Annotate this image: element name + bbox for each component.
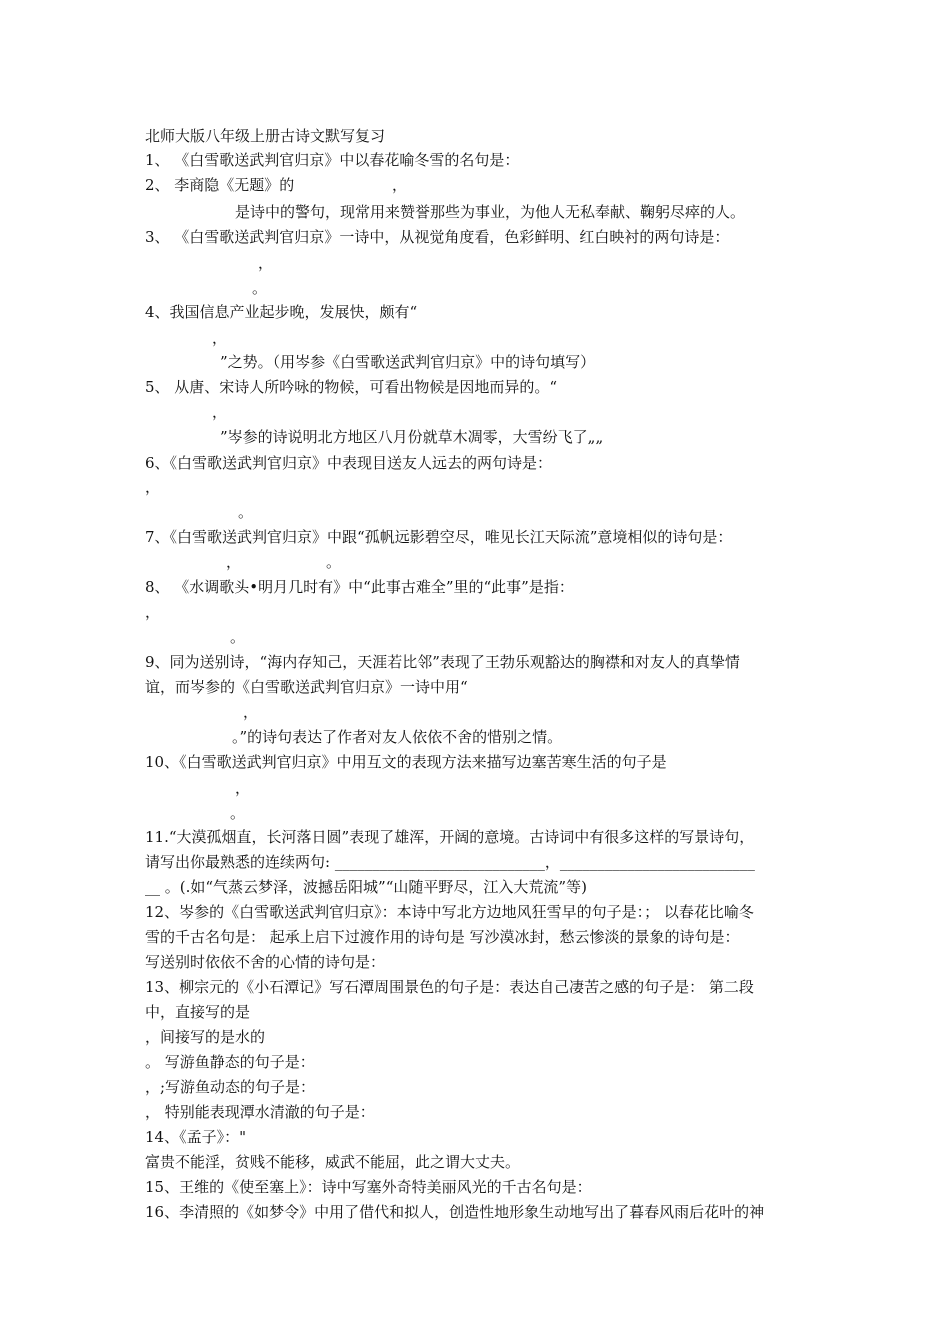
text-line: ”岑参的诗说明北方地区八月份就草木凋零，大雪纷飞了„„ bbox=[220, 428, 604, 446]
text-line: ， 特别能表现潭水清澈的句子是： bbox=[145, 1103, 375, 1121]
text-line: 2、 李商隐《无题》的 bbox=[145, 176, 295, 194]
text-line: ， bbox=[145, 478, 161, 496]
text-line: 10、《白雪歌送武判官归京》中用互文的表现方法来描写边塞苦寒生活的句子是 bbox=[145, 753, 667, 771]
text-line: ，间接写的是水的 bbox=[145, 1028, 266, 1046]
text-line: ， bbox=[243, 703, 259, 721]
text-line: 是诗中的警句，现常用来赞誉那些为事业，为他人无私奉献、鞠躬尽瘁的人。 bbox=[235, 203, 746, 221]
text-line: 。 bbox=[230, 628, 246, 646]
text-line: ， bbox=[212, 403, 228, 421]
text-line: 中，直接写的是 bbox=[145, 1003, 251, 1021]
text-line: 14、《孟子》：" bbox=[145, 1128, 246, 1146]
text-line: ， bbox=[392, 176, 408, 194]
text-line: __ 。(.如“气蒸云梦泽，波撼岳阳城”“山随平野尽，江入大荒流”等) bbox=[145, 878, 587, 896]
text-line: 。 写游鱼静态的句子是： bbox=[145, 1053, 315, 1071]
text-line: 3、 《白雪歌送武判官归京》一诗中，从视觉角度看，色彩鲜明、红白映衬的两句诗是： bbox=[145, 228, 730, 246]
text-line: ， bbox=[258, 254, 274, 272]
text-line: 谊，而岑参的《白雪歌送武判官归京》一诗中用“ bbox=[145, 678, 468, 696]
text-line: 11.“大漠孤烟直，长河落日圆”表现了雄浑，开阔的意境。古诗词中有很多这样的写景诗句， bbox=[145, 828, 755, 846]
text-line: 。 bbox=[326, 553, 342, 571]
text-line: 9、同为送别诗，“海内存知己，天涯若比邻”表现了王勃乐观豁达的胸襟和对友人的真挚情 bbox=[145, 653, 740, 671]
text-line: ， bbox=[226, 553, 242, 571]
text-line: 8、 《水调歌头•明月几时有》中“此事古难全”里的“此事”是指： bbox=[145, 578, 574, 596]
text-line: ”之势。（用岑参《白雪歌送武判官归京》中的诗句填写） bbox=[220, 353, 596, 371]
text-line: 。 bbox=[238, 503, 254, 521]
text-line: 雪的千古名句是： 起承上启下过渡作用的诗句是 写沙漠冰封，愁云惨淡的景象的诗句是： bbox=[145, 928, 740, 946]
text-line: 7、《白雪歌送武判官归京》中跟“孤帆远影碧空尽，唯见长江天际流”意境相似的诗句是： bbox=[145, 528, 733, 546]
document-title: 北师大版八年级上册古诗文默写复习 bbox=[145, 127, 386, 145]
text-line: ，;写游鱼动态的句子是： bbox=[145, 1078, 316, 1096]
text-line: 5、 从唐、宋诗人所吟咏的物候，可看出物候是因地而异的。“ bbox=[145, 378, 557, 396]
text-line: 1、 《白雪歌送武判官归京》中以春花喻冬雪的名句是： bbox=[145, 151, 520, 169]
text-line: 4、我国信息产业起步晚，发展快，颇有“ bbox=[145, 303, 418, 321]
text-line: ， bbox=[212, 329, 228, 347]
text-line: ， bbox=[145, 603, 161, 621]
text-line: 请写出你最熟悉的连续两句: ____________________________，__________________________ bbox=[145, 853, 755, 871]
text-line: 16、李清照的《如梦令》中用了借代和拟人，创造性地形象生动地写出了暮春风雨后花叶的神 bbox=[145, 1203, 765, 1221]
text-line: 富贵不能淫，贫贱不能移，威武不能屈，此之谓大丈夫。 bbox=[145, 1153, 521, 1171]
text-line: ， bbox=[235, 779, 251, 797]
text-line: 。 bbox=[230, 804, 246, 822]
text-line: 13、柳宗元的《小石潭记》写石潭周围景色的句子是：表达自己凄苦之感的句子是： 第二段 bbox=[145, 978, 754, 996]
text-line: 6、《白雪歌送武判官归京》中表现目送友人远去的两句诗是： bbox=[145, 454, 553, 472]
text-line: 15、王维的《使至塞上》：诗中写塞外奇特美丽风光的千古名句是： bbox=[145, 1178, 592, 1196]
text-line: 写送别时依依不舍的心情的诗句是： bbox=[145, 953, 386, 971]
text-line: 12、岑参的《白雪歌送武判官归京》：本诗中写北方边地风狂雪早的句子是：； 以春花比喻冬 bbox=[145, 903, 754, 921]
text-line: 。”的诗句表达了作者对友人依依不舍的惜别之情。 bbox=[232, 728, 563, 746]
text-line: 。 bbox=[252, 279, 268, 297]
